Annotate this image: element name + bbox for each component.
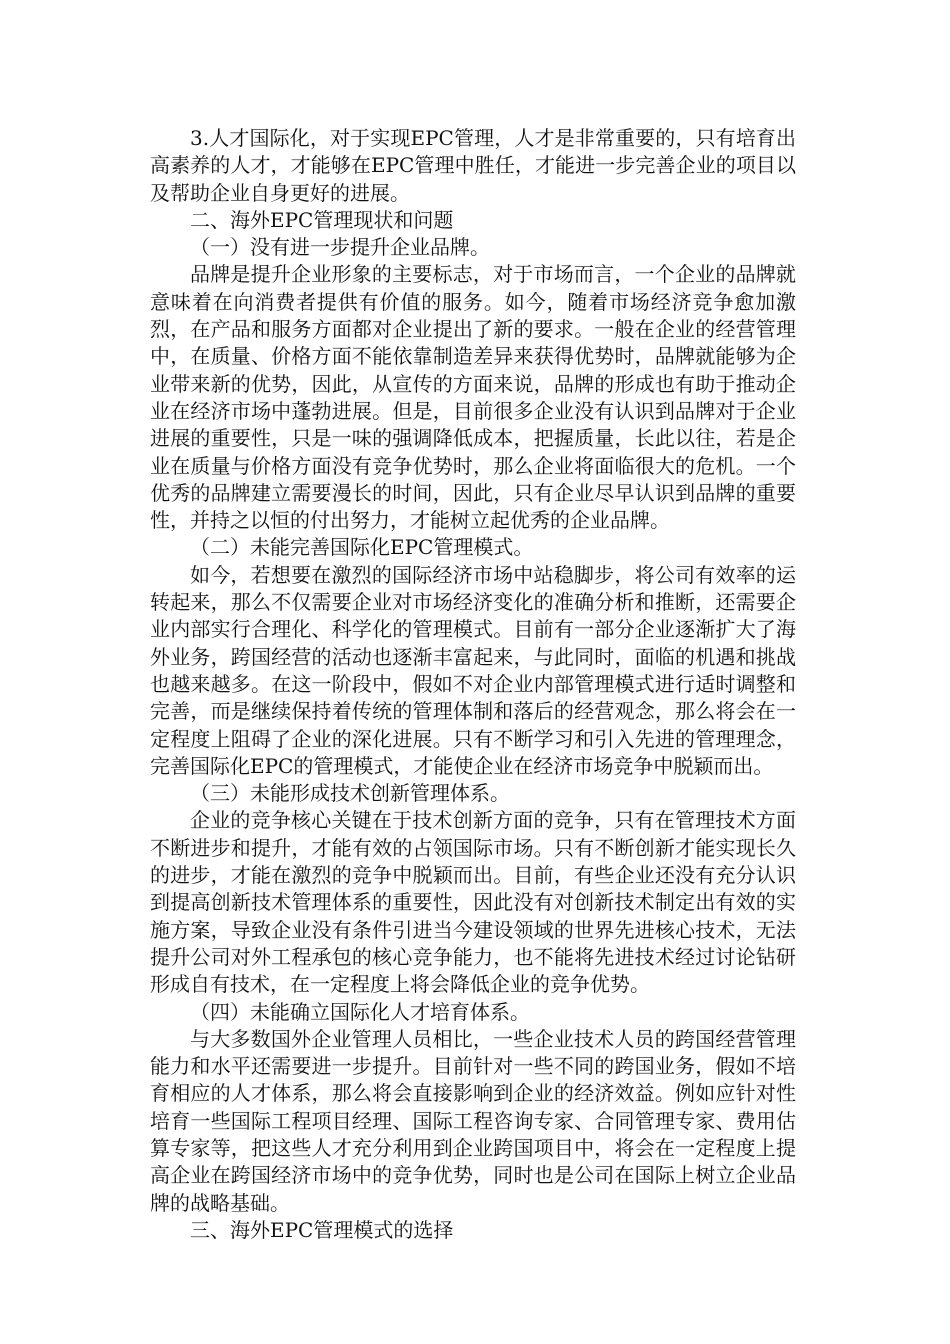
section-heading-2: 二、海外EPC管理现状和问题 bbox=[190, 207, 454, 232]
subheading-2: （二）未能完善国际化EPC管理模式。 bbox=[190, 535, 534, 560]
subheading-4: （四）未能确立国际化人才培育体系。 bbox=[190, 999, 530, 1024]
paragraph-talent-cultivation: 与大多数国外企业管理人员相比，一些企业技术人员的跨国经营管理能力和水平还需要进一步提升。目前针对一些不同的跨国业务，假如不培育相应的人才体系，那么将会直接影响到企业的经济效益。例如应针对性培育一些国际工程项目经理、国际工程咨询专家、合同管理专家、费用估算专家等，把这些人才充分利用到企业跨国项目中，将会在一定程度上提高企业在跨国经济市场中的竞争优势，同时也是公司在国际上树立企业品牌的战略基础。 bbox=[150, 1026, 796, 1215]
paragraph-talent-internationalization: 3.人才国际化，对于实现EPC管理，人才是非常重要的，只有培育出高素养的人才，才能够在EPC管理中胜任，才能进一步完善企业的项目以及帮助企业自身更好的进展。 bbox=[150, 126, 796, 205]
paragraph-tech-innovation: 企业的竞争核心关键在于技术创新方面的竞争，只有在管理技术方面不断进步和提升，才能有效的占领国际市场。只有不断创新才能实现长久的进步，才能在激烈的竞争中脱颖而出。目前，有些企业还没有充分认识到提高创新技术管理体系的重要性，因此没有对创新技术制定出有效的实施方案，导致企业没有条件引进当今建设领域的世界先进核心技术，无法提升公司对外工程承包的核心竞争能力，也不能将先进技术经过讨论钻研形成自有技术，在一定程度上将会降低企业的竞争优势。 bbox=[150, 808, 796, 997]
paragraph-brand: 品牌是提升企业形象的主要标志，对于市场而言，一个企业的品牌就意味着在向消费者提供有价值的服务。如今，随着市场经济竞争愈加激烈，在产品和服务方面都对企业提出了新的要求。一般在企业的经营管理中，在质量、价格方面不能依靠制造差异来获得优势时，品牌就能够为企业带来新的优势，因此，从宣传的方面来说，品牌的形成也有助于推动企业在经济市场中蓬勃进展。但是，目前很多企业没有认识到品牌对于企业进展的重要性，只是一味的强调降低成本，把握质量，长此以往，若是企业在质量与价格方面没有竞争优势时，那么企业将面临很大的危机。一个优秀的品牌建立需要漫长的时间，因此，只有企业尽早认识到品牌的重要性，并持之以恒的付出努力，才能树立起优秀的企业品牌。 bbox=[150, 262, 796, 533]
subheading-1: （一）没有进一步提升企业品牌。 bbox=[190, 235, 490, 260]
section-heading-3: 三、海外EPC管理模式的选择 bbox=[190, 1217, 454, 1242]
subheading-3: （三）未能形成技术创新管理体系。 bbox=[190, 781, 510, 806]
paragraph-management-mode: 如今，若想要在激烈的国际经济市场中站稳脚步，将公司有效率的运转起来，那么不仅需要企业对市场经济变化的准确分析和推断，还需要企业内部实行合理化、科学化的管理模式。目前有一部分企业逐渐扩大了海外业务，跨国经营的活动也逐渐丰富起来，与此同时，面临的机遇和挑战也越来越多。在这一阶段中，假如不对企业内部管理模式进行适时调整和完善，而是继续保持着传统的管理体制和落后的经营观念，那么将会在一定程度上阻碍了企业的深化进展。只有不断学习和引入先进的管理理念，完善国际化EPC的管理模式，才能使企业在经济市场竞争中脱颖而出。 bbox=[150, 562, 796, 778]
document-body bbox=[150, 125, 796, 1244]
